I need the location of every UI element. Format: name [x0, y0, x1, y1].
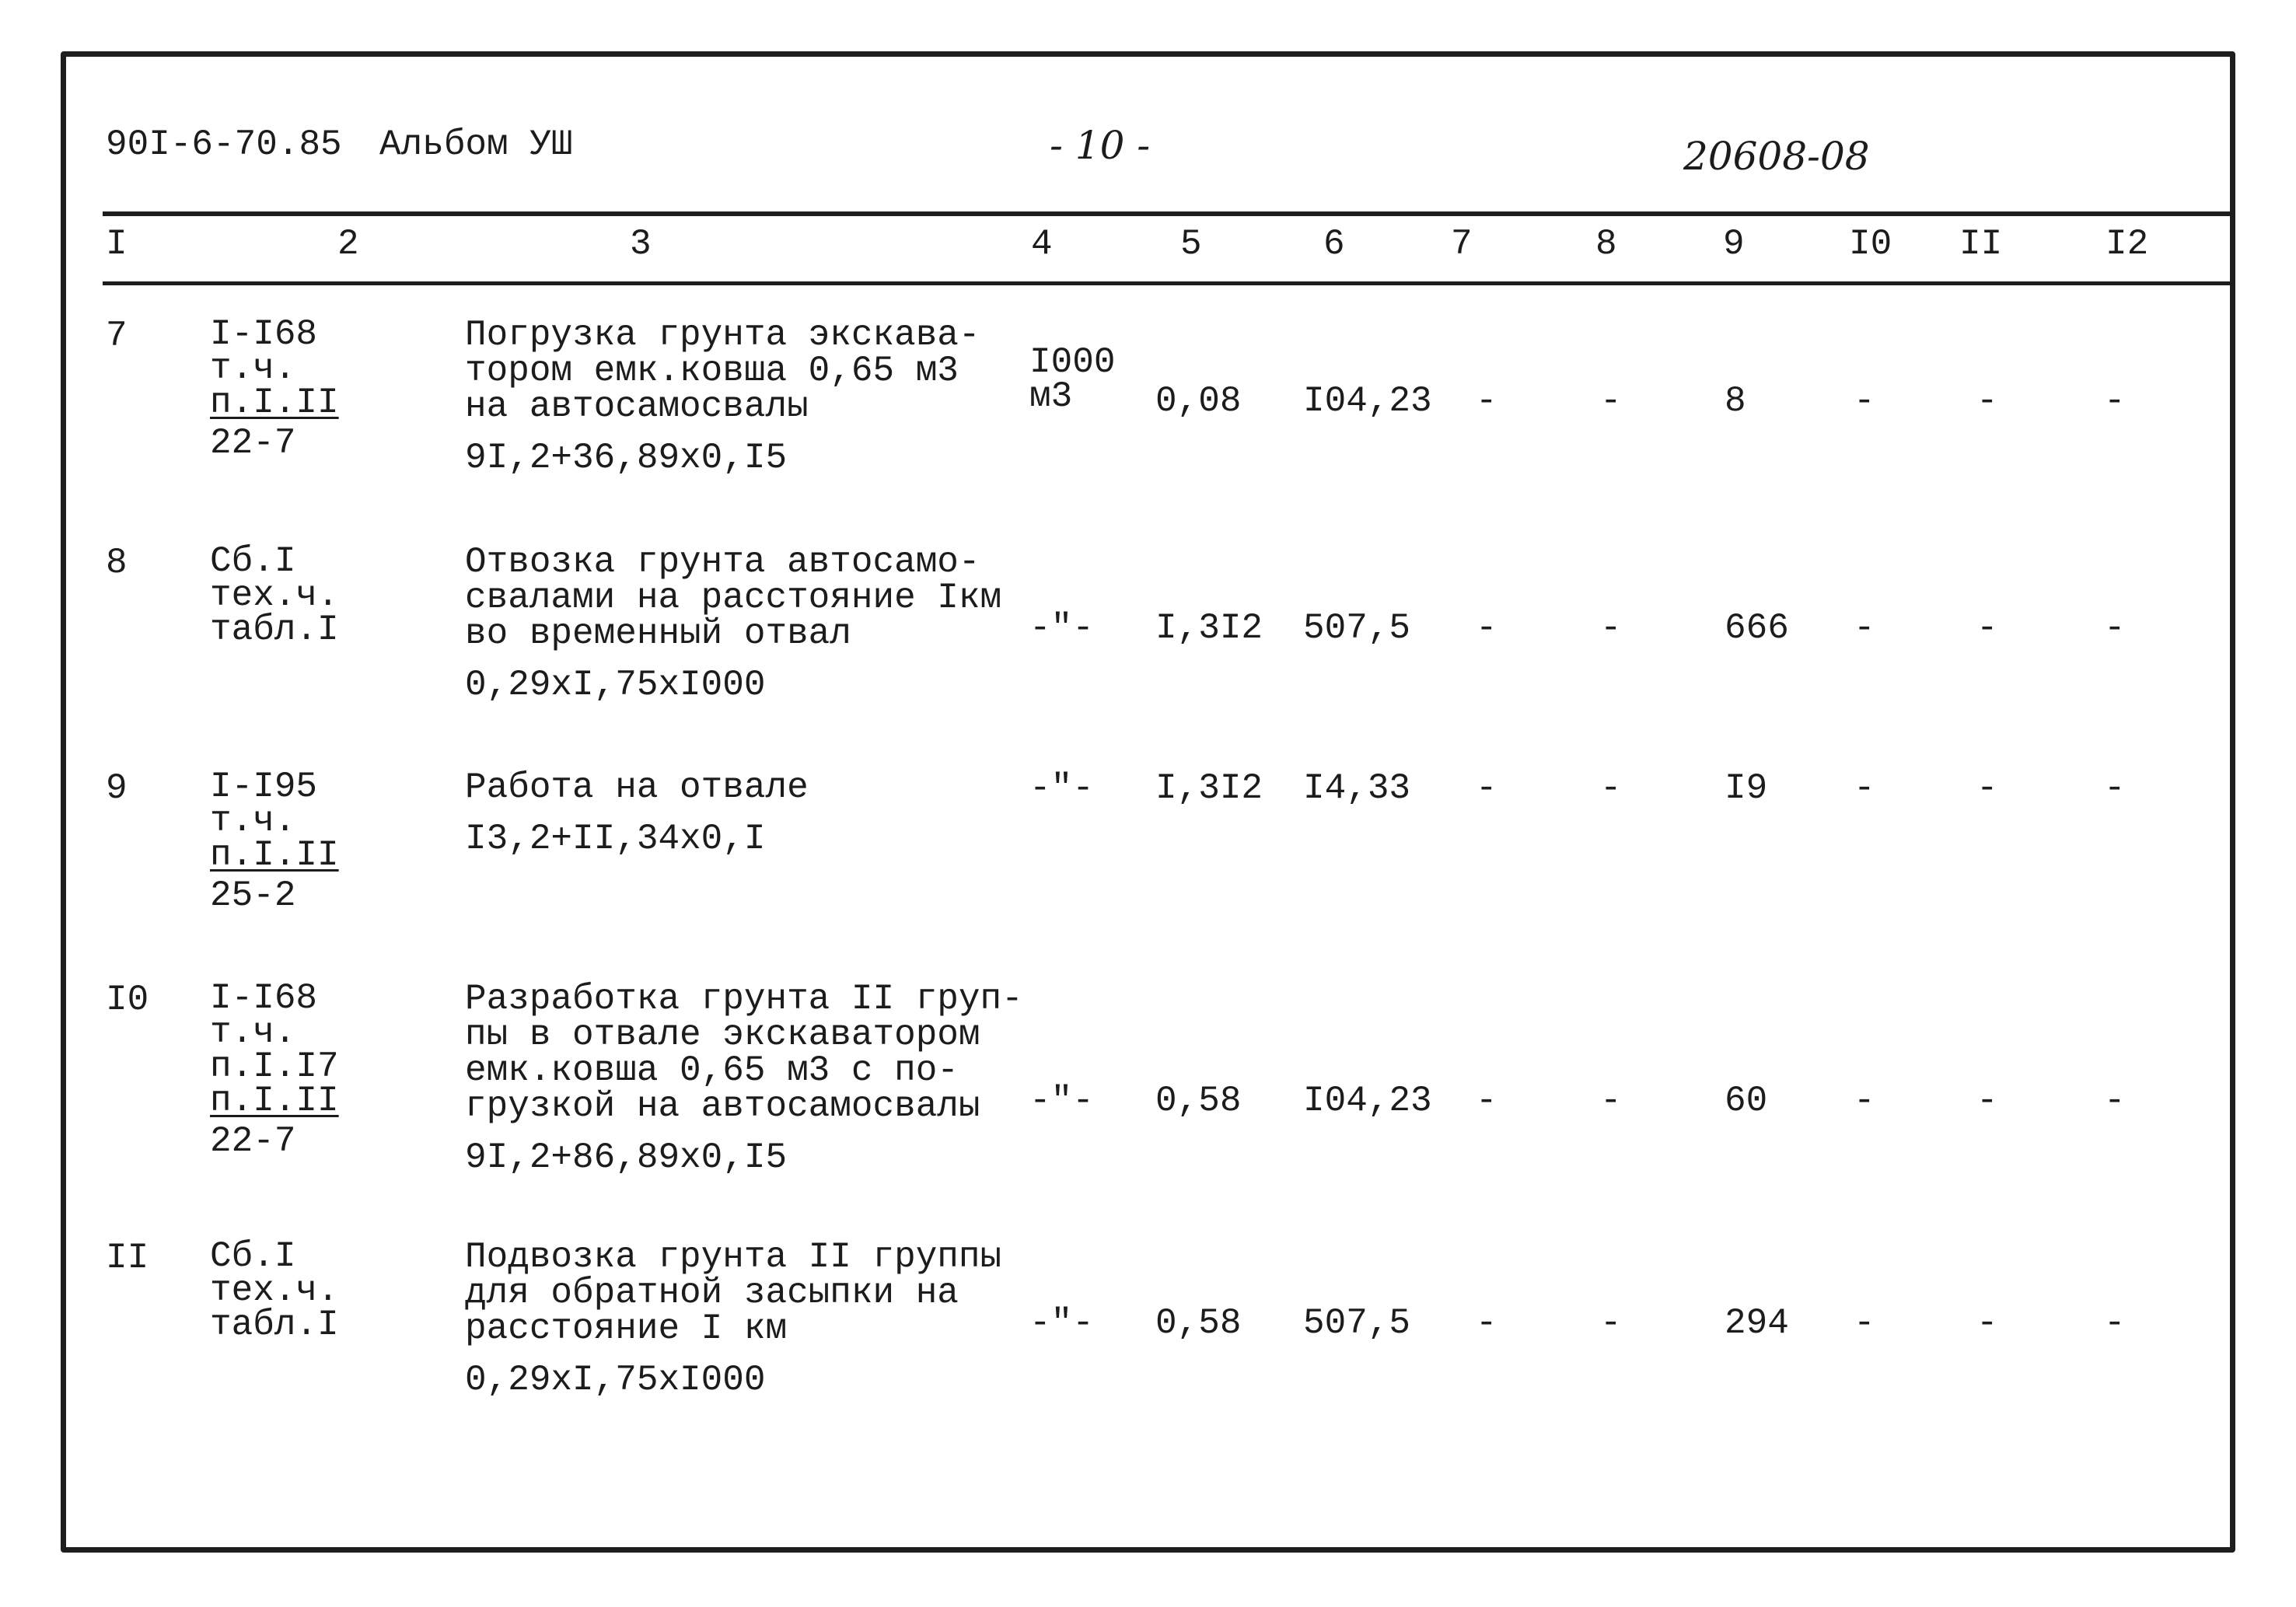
column-header-1: I	[106, 224, 128, 264]
unit-cost: 507,5	[1303, 1303, 1411, 1343]
col-12: -	[2104, 768, 2126, 809]
col-7: -	[1476, 1303, 1497, 1343]
col-12: -	[2104, 1081, 2126, 1121]
row-number: 8	[106, 543, 128, 583]
col-7: -	[1476, 381, 1497, 421]
quantity: 0,08	[1155, 381, 1242, 421]
calc-formula: 9I,2+86,89x0,I5	[465, 1137, 788, 1178]
total-cost: 666	[1725, 608, 1789, 648]
inventory-number: 20608-08	[1683, 134, 1870, 179]
column-header-11: II	[1959, 224, 2003, 264]
col-10: -	[1854, 381, 1875, 421]
col-7: -	[1476, 1081, 1497, 1121]
norm-reference: I-I95 т.ч. п.I.II 25-2	[210, 767, 339, 916]
work-description: Отвозка грунта автосамо- свалами на расстояние Iкм во временный отвал 0,29xI,75xI000	[465, 542, 1002, 705]
col-10: -	[1854, 768, 1875, 809]
total-cost: 8	[1725, 381, 1746, 421]
col-7: -	[1476, 608, 1497, 648]
table-row	[0, 314, 2296, 550]
column-header-8: 8	[1595, 224, 1617, 264]
calc-formula: 9I,2+36,89x0,I5	[465, 438, 788, 478]
album-label: Альбом УШ	[379, 124, 573, 165]
unit: I000 м3	[1029, 342, 1116, 417]
row-number: I0	[106, 980, 149, 1020]
norm-reference: Сб.I тех.ч. табл.I	[210, 541, 339, 650]
table-row	[0, 1236, 2296, 1473]
quantity: I,3I2	[1155, 608, 1263, 648]
quantity: 0,58	[1155, 1081, 1242, 1121]
col-11: -	[1976, 768, 1998, 809]
column-header-3: 3	[630, 224, 652, 264]
unit: -"-	[1029, 768, 1094, 809]
col-7: -	[1476, 768, 1497, 809]
work-description: Разработка грунта II груп- пы в отвале экскаватором емк.ковша 0,65 м3 с по- грузкой на автосамосвалы 9I,2+86,89x0,I5	[465, 979, 1023, 1178]
work-description: Погрузка грунта экскава- тором емк.ковша 0,65 м3 на автосамосвалы 9I,2+36,89x0,I5	[465, 315, 980, 478]
unit-cost: 507,5	[1303, 608, 1411, 648]
calc-formula: 0,29xI,75xI000	[465, 665, 766, 705]
col-12: -	[2104, 381, 2126, 421]
unit: -"-	[1029, 1303, 1094, 1343]
col-8: -	[1600, 608, 1622, 648]
quantity: I,3I2	[1155, 768, 1263, 809]
row-number: II	[106, 1238, 149, 1278]
col-8: -	[1600, 768, 1622, 809]
row-number: 9	[106, 768, 128, 809]
header-top-rule	[103, 211, 2233, 216]
col-12: -	[2104, 608, 2126, 648]
work-description: Подвозка грунта II группы для обратной засыпки на расстояние I км 0,29xI,75xI000	[465, 1237, 1002, 1400]
table-row	[0, 767, 2296, 1003]
column-header-6: 6	[1323, 224, 1345, 264]
calc-formula: I3,2+II,34x0,I	[465, 819, 766, 859]
col-8: -	[1600, 381, 1622, 421]
unit-cost: I4,33	[1303, 768, 1411, 809]
page-number: - 10 -	[1050, 123, 1151, 168]
table-row	[0, 541, 2296, 777]
col-11: -	[1976, 608, 1998, 648]
work-description: Работа на отвале I3,2+II,34x0,I	[465, 767, 809, 859]
total-cost: I9	[1725, 768, 1768, 809]
row-number: 7	[106, 316, 128, 356]
column-header-10: I0	[1849, 224, 1892, 264]
col-11: -	[1976, 1081, 1998, 1121]
total-cost: 60	[1725, 1081, 1768, 1121]
header-bottom-rule	[103, 281, 2233, 285]
col-11: -	[1976, 381, 1998, 421]
document-code: 90I-6-70.85	[106, 124, 342, 165]
unit-cost: I04,23	[1303, 381, 1432, 421]
column-header-9: 9	[1723, 224, 1745, 264]
column-header-7: 7	[1451, 224, 1473, 264]
column-header-12: I2	[2106, 224, 2149, 264]
unit-cost: I04,23	[1303, 1081, 1432, 1121]
col-10: -	[1854, 608, 1875, 648]
norm-reference: Сб.I тех.ч. табл.I	[210, 1236, 339, 1345]
norm-reference: I-I68 т.ч. п.I.II 22-7	[210, 314, 339, 463]
column-header-2: 2	[337, 224, 359, 264]
table-row	[0, 978, 2296, 1214]
calc-formula: 0,29xI,75xI000	[465, 1360, 766, 1400]
col-10: -	[1854, 1303, 1875, 1343]
norm-reference: I-I68 т.ч. п.I.I7 п.I.II 22-7	[210, 978, 339, 1162]
column-header-4: 4	[1031, 224, 1053, 264]
quantity: 0,58	[1155, 1303, 1242, 1343]
unit: -"-	[1029, 608, 1094, 648]
col-12: -	[2104, 1303, 2126, 1343]
column-header-5: 5	[1180, 224, 1202, 264]
col-8: -	[1600, 1303, 1622, 1343]
col-10: -	[1854, 1081, 1875, 1121]
unit: -"-	[1029, 1081, 1094, 1121]
col-8: -	[1600, 1081, 1622, 1121]
col-11: -	[1976, 1303, 1998, 1343]
total-cost: 294	[1725, 1303, 1789, 1343]
